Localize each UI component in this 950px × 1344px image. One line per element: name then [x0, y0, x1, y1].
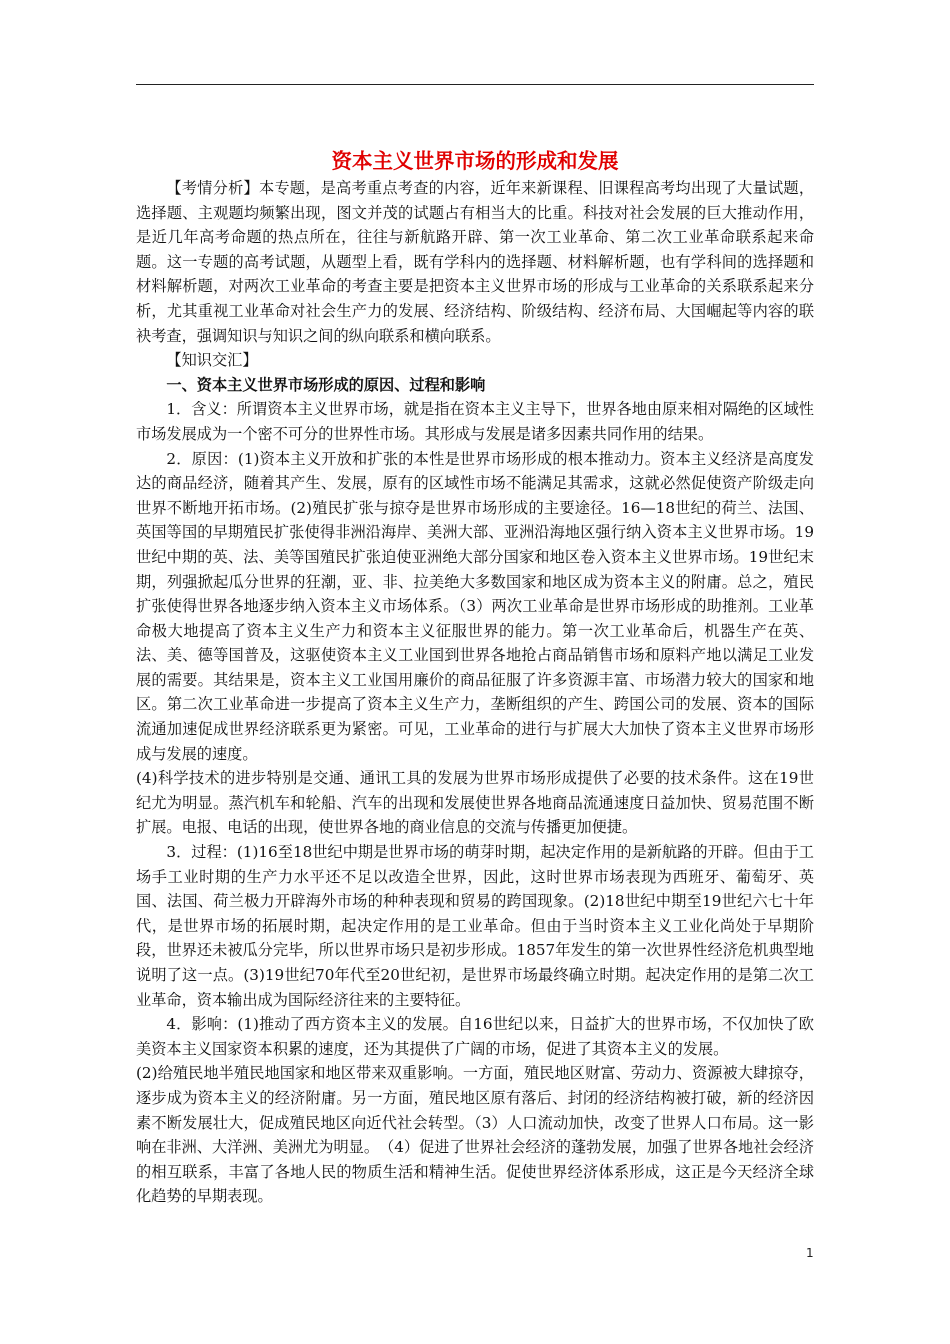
point-causes-continued: (4)科学技术的进步特别是交通、通讯工具的发展为世界市场形成提供了必要的技术条件。这在19世纪尤为明显。蒸汽机车和轮船、汽车的出现和发展使世界各地商品流通速度日益加快、贸易范围不断扩展。电报、电话的出现，使世界各地的商业信息的交流与传播更加便捷。 — [136, 769, 814, 837]
document-body — [136, 176, 814, 1209]
page-number: 1 — [806, 1246, 814, 1260]
point-causes: 2．原因：(1)资本主义开放和扩张的本性是世界市场形成的根本推动力。资本主义经济是高度发达的商品经济，随着其产生、发展，原有的区域性市场不能满足其需求，这就必然促使资产阶级走向世界不断地开拓市场。(2)殖民扩张与掠夺是世界市场形成的主要途径。16—18世纪的荷兰、法国、英国等国的早期殖民扩张使得非洲沿海岸、美洲大部、亚洲沿海地区强行纳入资本主义世界市场。19世纪中期的英、法、美等国殖民扩张迫使亚洲绝大部分国家和地区卷入资本主义世界市场。19世纪末期，列强掀起瓜分世界的狂潮，亚、非、拉美绝大多数国家和地区成为资本主义的附庸。总之，殖民扩张使得世界各地逐步纳入资本主义市场体系。（3）两次工业革命是世界市场形成的助推剂。工业革命极大地提高了资本主义生产力和资本主义征服世界的能力。第一次工业革命后，机器生产在英、法、美、德等国普及，这驱使资本主义工业国到世界各地抢占商品销售市场和原料产地以满足工业发展的需要。其结果是，资本主义工业国用廉价的商品征服了许多资源丰富、市场潜力较大的国家和地区。第二次工业革命进一步提高了资本主义生产力，垄断组织的产生、跨国公司的发展、资本的国际流通加速促成世界经济联系更为紧密。可见，工业革命的进行与扩展大大加快了资本主义世界市场形成与发展的速度。 — [136, 449, 814, 763]
exam-analysis-paragraph: 【考情分析】本专题，是高考重点考查的内容，近年来新课程、旧课程高考均出现了大量试题，选择题、主观题均频繁出现，图文并茂的试题占有相当大的比重。科技对社会发展的巨大推动作用，是近几年高考命题的热点所在，往往与新航路开辟、第一次工业革命、第二次工业革命联系起来命题。这一专题的高考试题，从题型上看，既有学科内的选择题、材料解析题，也有学科间的选择题和材料解析题，对两次工业革命的考查主要是把资本主义世界市场的形成与工业革命的关系联系起来分析，尤其重视工业革命对社会生产力的发展、经济结构、阶级结构、经济布局、大国崛起等内容的联袂考查，强调知识与知识之间的纵向联系和横向联系。 — [136, 179, 814, 345]
point-impact-continued: (2)给殖民地半殖民地国家和地区带来双重影响。一方面，殖民地区财富、劳动力、资源被大肆掠夺，逐步成为资本主义的经济附庸。另一方面，殖民地区原有落后、封闭的经济结构被打破，新的经济因素不断发展壮大，促成殖民地区向近代社会转型。（3）人口流动加快，改变了世界人口布局。这一影响在非洲、大洋洲、美洲尤为明显。 （4）促进了世界社会经济的蓬勃发展，加强了世界各地社会经济的相互联系，丰富了各地人民的物质生活和精神生活。促使世界经济体系形成，这正是今天经济全球化趋势的早期表现。 — [136, 1064, 814, 1206]
point-process: 3．过程：(1)16至18世纪中期是世界市场的萌芽时期，起决定作用的是新航路的开辟。但由于工场手工业时期的生产力水平还不足以改造全世界，因此，这时世界市场表现为西班牙、葡萄牙、英国、法国、荷兰极力开辟海外市场的种种表现和贸易的跨国现象。(2)18世纪中期至19世纪六七十年代，是世界市场的拓展时期，起决定作用的是工业革命。但由于当时资本主义工业化尚处于早期阶段，世界还未被瓜分完毕，所以世界市场只是初步形成。1857年发生的第一次世界性经济危机典型地说明了这一点。(3)19世纪70年代至20世纪初，是世界市场最终确立时期。起决定作用的是第二次工业革命，资本输出成为国际经济往来的主要特征。 — [136, 843, 814, 1009]
page-title: 资本主义世界市场的形成和发展 — [331, 149, 619, 173]
point-impact: 4．影响：(1)推动了西方资本主义的发展。自16世纪以来，日益扩大的世界市场，不仅加快了欧美资本主义国家资本积累的速度，还为其提供了广阔的市场，促进了其资本主义的发展。 — [136, 1015, 814, 1058]
knowledge-heading: 【知识交汇】 — [166, 351, 258, 370]
point-definition: 1．含义：所谓资本主义世界市场，就是指在资本主义主导下，世界各地由原来相对隔绝的区域性市场发展成为一个密不可分的世界性市场。其形成与发展是诸多因素共同作用的结果。 — [136, 400, 814, 443]
section-heading: 一、资本主义世界市场形成的原因、过程和影响 — [166, 375, 486, 394]
header-rule — [136, 84, 814, 85]
